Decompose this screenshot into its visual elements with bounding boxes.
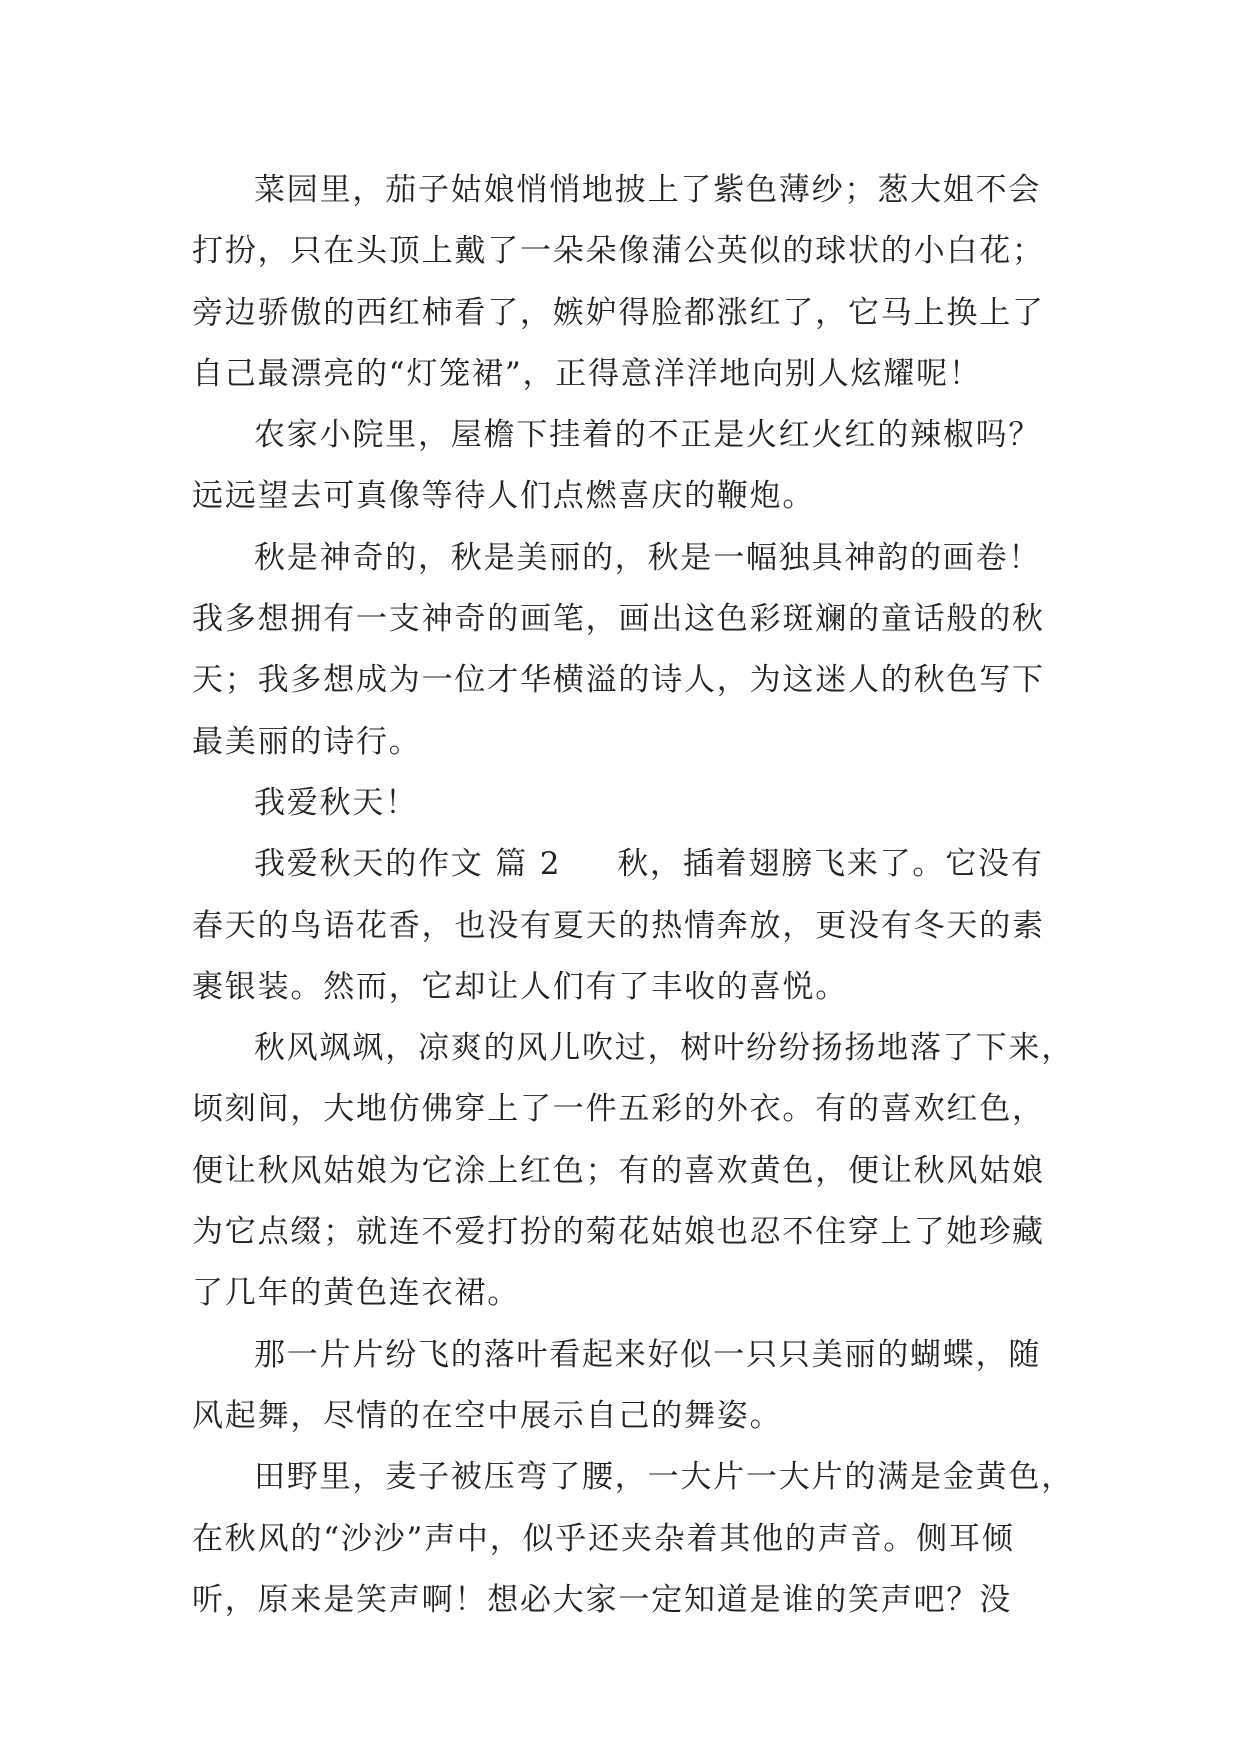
text-line: 为它点缀；就连不爱打扮的菊花姑娘也忍不住穿上了她珍藏 — [192, 1214, 1045, 1251]
text-line: 我爱秋天！ — [254, 784, 418, 821]
text-line: 打扮，只在头顶上戴了一朵朵像蒲公英似的球状的小白花； — [192, 233, 1045, 270]
text-line: 自己最漂亮的“灯笼裙”，正得意洋洋地向别人炫耀呢！ — [192, 355, 982, 392]
text-line: 旁边骄傲的西红柿看了，嫉妒得脸都涨红了，它马上换上了 — [192, 294, 1045, 331]
text-line: 风起舞，尽情的在空中展示自己的舞姿。 — [192, 1397, 783, 1434]
text-line: 秋是神奇的，秋是美丽的，秋是一幅独具神韵的画卷！ — [254, 539, 1042, 576]
text-line: 裹银装。然而，它却让人们有了丰收的喜悦。 — [192, 968, 848, 1005]
essay-section-title: 我爱秋天的作文 篇 2 — [254, 846, 562, 883]
text-line: 我多想拥有一支神奇的画笔，画出这色彩斑斓的童话般的秋 — [192, 601, 1045, 638]
text-line: 那一片片纷飞的落叶看起来好似一只只美丽的蝴蝶，随 — [254, 1336, 1042, 1373]
text-line: 春天的鸟语花香，也没有夏天的热情奔放，更没有冬天的素 — [192, 907, 1045, 944]
text-line: 天；我多想成为一位才华横溢的诗人，为这迷人的秋色写下 — [192, 662, 1045, 699]
text-line: 顷刻间，大地仿佛穿上了一件五彩的外衣。有的喜欢红色， — [192, 1091, 1045, 1128]
text-line: 听，原来是笑声啊！想必大家一定知道是谁的笑声吧？没 — [192, 1581, 1012, 1618]
text-line: 农家小院里，屋檐下挂着的不正是火红火红的辣椒吗？ — [254, 417, 1042, 454]
text-line: 在秋风的“沙沙”声中，似乎还夹杂着其他的声音。侧耳倾 — [192, 1520, 1015, 1557]
text-line: 最美丽的诗行。 — [192, 723, 422, 760]
document-body — [192, 160, 1074, 1631]
text-line: 了几年的黄色连衣裙。 — [192, 1275, 520, 1312]
essay-first-sentence: 秋，插着翅膀飞来了。它没有 — [617, 846, 1044, 883]
text-line: 远远望去可真像等待人们点燃喜庆的鞭炮。 — [192, 478, 816, 515]
text-line: 便让秋风姑娘为它涂上红色；有的喜欢黄色，便让秋风姑娘 — [192, 1152, 1045, 1189]
text-line: 秋风飒飒，凉爽的风儿吹过，树叶纷纷扬扬地落了下来， — [254, 1030, 1074, 1067]
essay-heading-line — [192, 834, 1062, 895]
text-line: 田野里，麦子被压弯了腰，一大片一大片的满是金黄色， — [254, 1459, 1074, 1496]
text-line: 菜园里，茄子姑娘悄悄地披上了紫色薄纱；葱大姐不会 — [254, 172, 1042, 208]
